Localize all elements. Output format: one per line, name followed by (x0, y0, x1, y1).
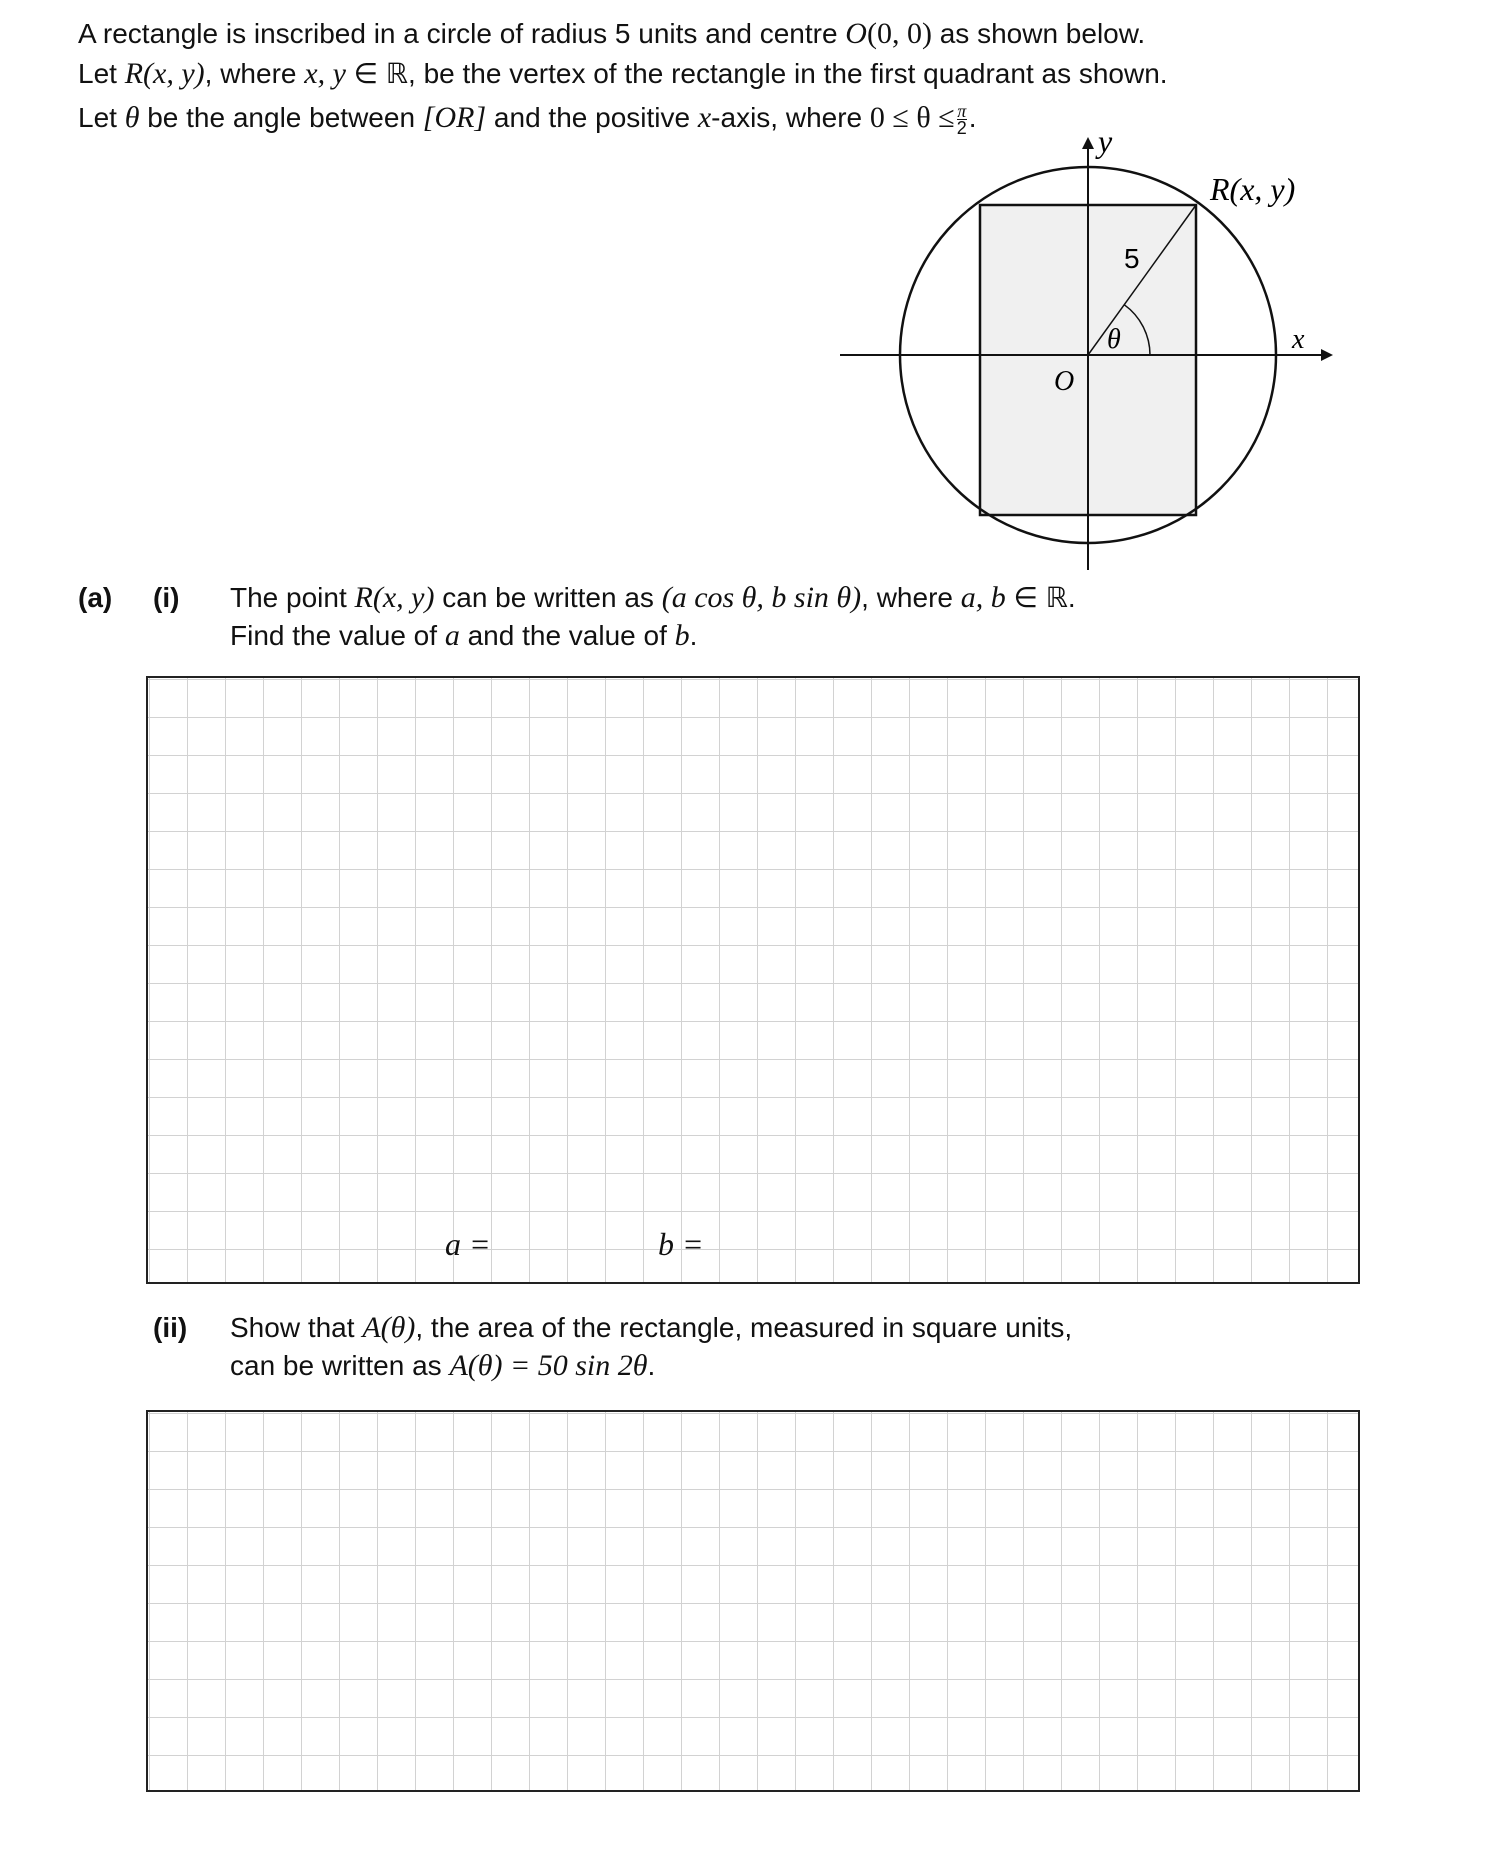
circle-rectangle-diagram (0, 0, 1492, 600)
math-a: a (444, 619, 460, 652)
math-theta: θ (124, 101, 140, 134)
intro-text: , where (204, 58, 305, 89)
intro-text: as shown below. (931, 18, 1146, 49)
math-in-reals: ∈ ℝ (345, 58, 409, 89)
question-text: , the area of the rectangle, measured in square units, (415, 1312, 1073, 1343)
angle-label: θ (1107, 324, 1121, 355)
question-text: can be written as (230, 1350, 450, 1381)
part-a-ii-line-1 (230, 1310, 1072, 1346)
part-a-i-label: (i) (153, 582, 180, 613)
part-a-ii-line-2 (230, 1348, 655, 1384)
math-x: x (697, 101, 712, 134)
part-a-label: (a) (78, 582, 113, 613)
point-R-label: R(x, y) (1210, 171, 1296, 207)
part-a-ii-label: (ii) (153, 1312, 188, 1343)
part-a-i-line-1 (230, 580, 1076, 616)
fraction-denominator: 2 (956, 118, 967, 139)
math-coords: (0, 0) (866, 17, 932, 50)
math-O: O (845, 17, 867, 50)
question-text: . (647, 1350, 656, 1381)
question-text: . (689, 620, 698, 651)
math-R: R(x, y) (124, 57, 205, 90)
question-text: can be written as (434, 582, 662, 613)
math-R: R(x, y) (354, 581, 435, 614)
intro-text: , be the vertex of the rectangle in the first quadrant as shown. (408, 58, 1168, 89)
answer-label-a: a = (445, 1226, 491, 1262)
answer-box-a-ii[interactable] (146, 1410, 1360, 1792)
part-a-i-line-2 (230, 618, 697, 654)
math-b: b (674, 619, 690, 652)
math-ab: a, b (960, 581, 1006, 614)
y-axis-label: y (1098, 123, 1113, 159)
intro-text: -axis, where (711, 102, 870, 133)
question-text: The point (230, 582, 355, 613)
fraction-numerator: π (957, 101, 967, 122)
origin-label: O (1054, 366, 1075, 397)
intro-text: A rectangle is inscribed in a circle of radius 5 units and centre (78, 18, 846, 49)
math-xy: x, y (304, 57, 346, 90)
math-in-reals: ∈ ℝ. (1005, 582, 1076, 613)
math-expression: (a cos θ, b sin θ) (661, 581, 862, 614)
intro-text: be the angle between (139, 102, 423, 133)
question-text: Find the value of (230, 620, 445, 651)
intro-text: Let (78, 102, 125, 133)
x-axis-label: x (1292, 324, 1305, 355)
radius-label: 5 (1124, 243, 1140, 274)
answer-label-b: b = (658, 1226, 704, 1262)
question-text: and the value of (459, 620, 675, 651)
intro-text: . (968, 102, 977, 133)
math-A-theta: A(θ) (362, 1311, 416, 1344)
question-text: , where (861, 582, 961, 613)
math-expression: A(θ) = 50 sin 2θ (449, 1349, 648, 1382)
math-inequality: 0 ≤ θ ≤ (869, 101, 955, 134)
math-OR: [OR] (422, 101, 487, 134)
question-text: Show that (230, 1312, 363, 1343)
answer-box-a-i[interactable] (146, 676, 1360, 1284)
intro-text: and the positive (486, 102, 698, 133)
intro-text: Let (78, 58, 125, 89)
